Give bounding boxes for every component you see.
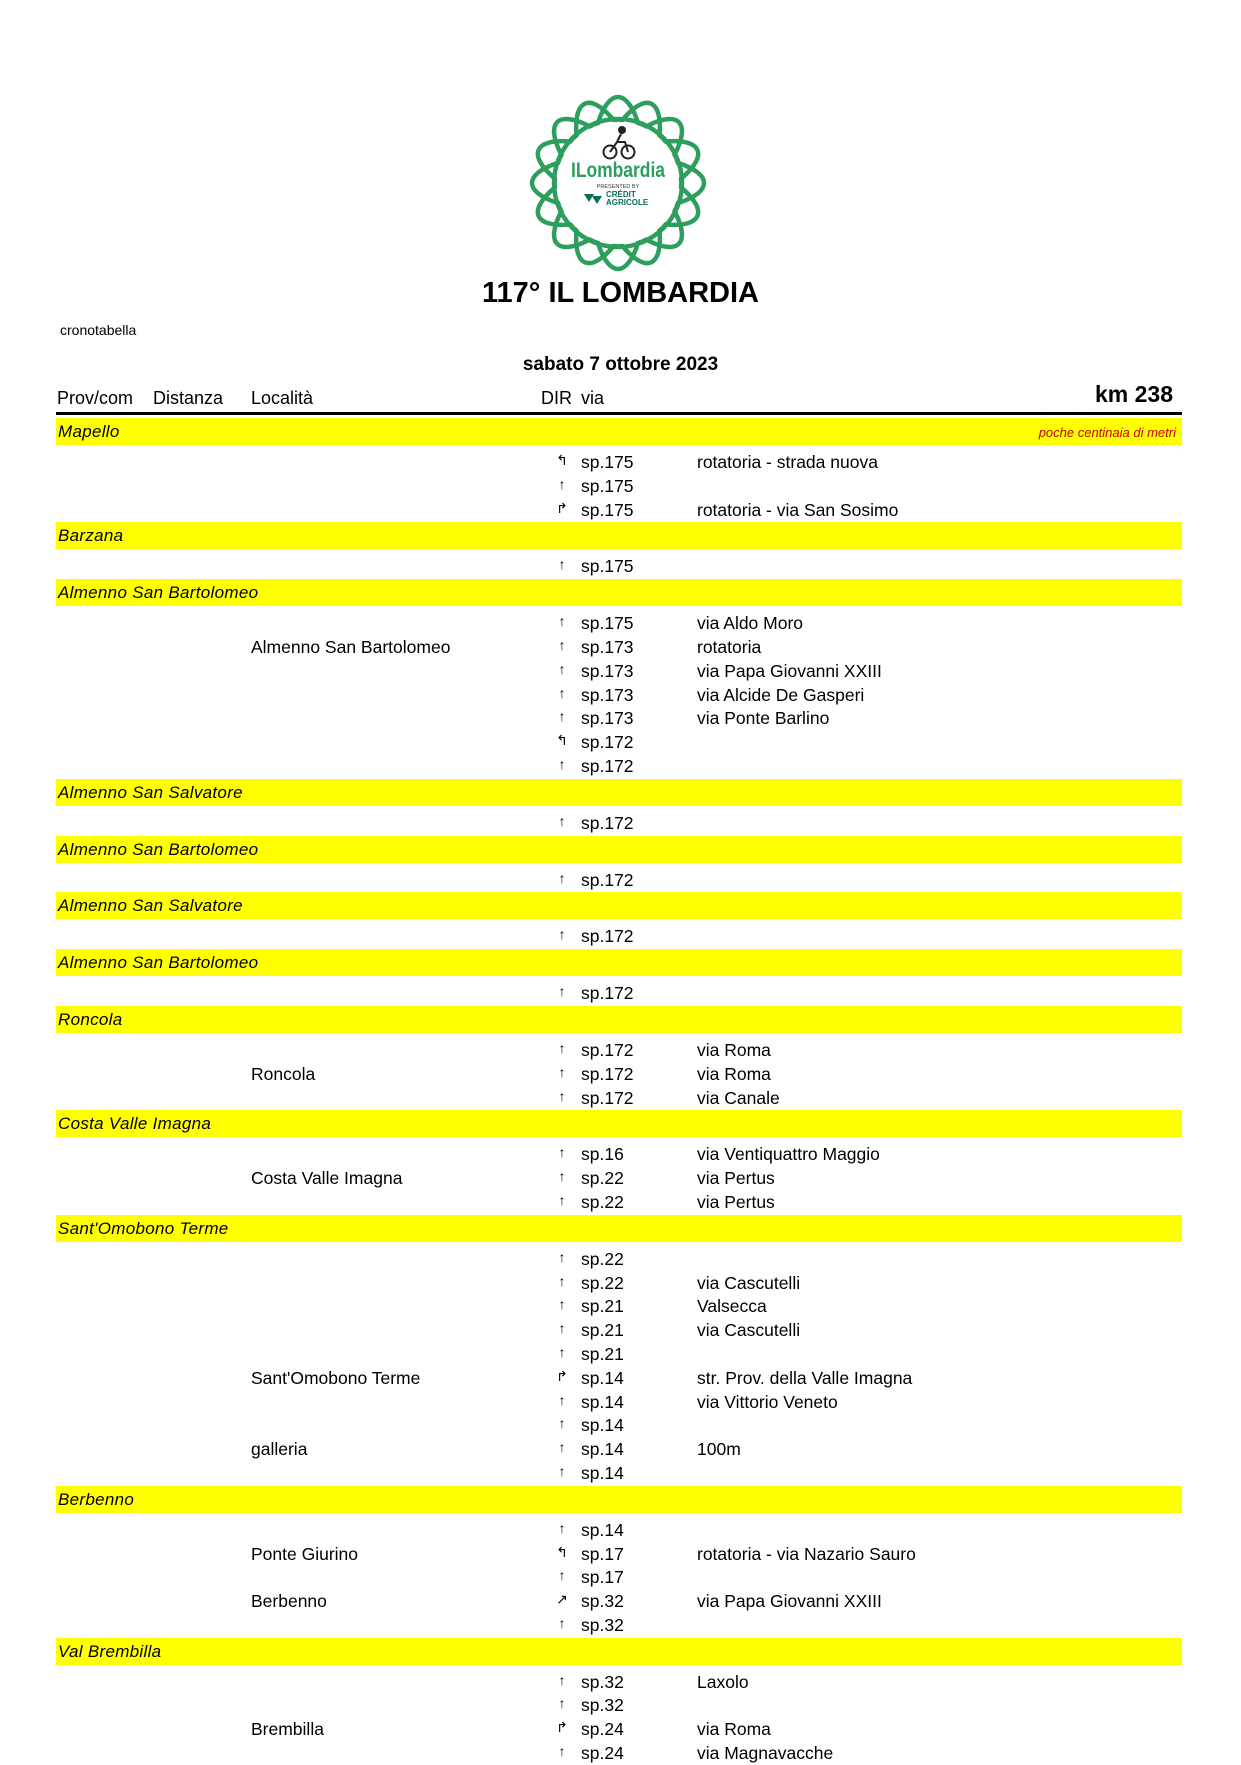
- road-cell: sp.14: [581, 1439, 624, 1460]
- road-cell: sp.175: [581, 452, 634, 472]
- street-cell: via Cascutelli: [697, 1272, 801, 1293]
- direction-icon: ↰: [556, 732, 568, 749]
- road-cell: sp.24: [581, 1719, 624, 1740]
- road-cell: sp.172: [581, 983, 634, 1004]
- street-cell: Valsecca: [697, 1296, 767, 1317]
- direction-icon: ↑: [558, 1039, 566, 1056]
- road-cell: sp.22: [581, 1191, 624, 1212]
- route-row: [56, 635, 1182, 659]
- direction-icon: ↱: [556, 499, 568, 516]
- direction-icon: ↑: [558, 1343, 566, 1360]
- route-row: [56, 498, 1182, 522]
- section-band: [56, 1110, 1182, 1137]
- direction-icon: ↑: [558, 475, 566, 492]
- route-row: [56, 1693, 1182, 1717]
- direction-icon: ↱: [556, 1719, 568, 1736]
- direction-icon: ↰: [556, 1543, 568, 1560]
- direction-icon: ↑: [558, 1519, 566, 1536]
- route-row: [56, 1086, 1182, 1110]
- street-cell: via Alcide De Gasperi: [697, 684, 865, 705]
- road-cell: sp.21: [581, 1296, 624, 1317]
- locality-cell: Roncola: [251, 1063, 316, 1084]
- locality-cell: Almenno San Bartolomeo: [251, 636, 451, 657]
- road-cell: sp.173: [581, 684, 634, 705]
- locality-cell: Sant'Omobono Terme: [251, 1367, 421, 1388]
- section-name: Mapello: [58, 422, 120, 441]
- section-note: poche centinaia di metri: [1038, 425, 1176, 440]
- locality-cell: Costa Valle Imagna: [251, 1168, 403, 1189]
- route-row: [56, 1461, 1182, 1485]
- direction-icon: ↑: [558, 1063, 566, 1080]
- direction-icon: ↱: [556, 1367, 568, 1384]
- direction-icon: ↑: [558, 1272, 566, 1289]
- route-row: [56, 1565, 1182, 1589]
- road-cell: sp.173: [581, 660, 634, 681]
- road-cell: sp.21: [581, 1320, 624, 1341]
- direction-icon: ↗: [556, 1591, 568, 1608]
- direction-icon: ↑: [558, 1191, 566, 1208]
- direction-icon: ↑: [558, 613, 566, 630]
- section-name: Almenno San Bartolomeo: [58, 953, 259, 973]
- street-cell: rotatoria: [697, 636, 762, 657]
- direction-icon: ↑: [558, 755, 566, 772]
- header-via: via: [581, 388, 605, 408]
- route-row: [56, 1038, 1182, 1062]
- route-row: [56, 1366, 1182, 1390]
- road-cell: sp.172: [581, 1039, 634, 1060]
- road-cell: sp.32: [581, 1591, 624, 1612]
- section-band: [56, 418, 1182, 445]
- street-cell: via Papa Giovanni XXIII: [697, 1591, 882, 1612]
- street-cell: str. Prov. della Valle Imagna: [697, 1367, 913, 1388]
- street-cell: via Roma: [697, 1719, 771, 1740]
- logo-presenter-text: PRESENTED BY: [596, 184, 640, 190]
- street-cell: via Magnavacche: [697, 1743, 834, 1764]
- road-cell: sp.172: [581, 926, 634, 947]
- road-cell: sp.14: [581, 1462, 624, 1483]
- road-cell: sp.172: [581, 1087, 634, 1108]
- direction-icon: ↑: [558, 636, 566, 653]
- route-row: [56, 730, 1182, 754]
- route-row: [56, 1613, 1182, 1637]
- route-row: [56, 1437, 1182, 1461]
- section-name: Almenno San Salvatore: [58, 896, 243, 916]
- street-cell: via Cascutelli: [697, 1320, 801, 1341]
- direction-icon: ↑: [558, 1087, 566, 1104]
- road-cell: sp.32: [581, 1614, 624, 1635]
- street-cell: via Canale: [697, 1087, 780, 1108]
- route-row: [56, 554, 1182, 578]
- total-distance: km 238: [1094, 381, 1173, 407]
- section-band: [56, 779, 1182, 806]
- direction-icon: ↑: [558, 1415, 566, 1432]
- route-row: [56, 659, 1182, 683]
- route-row: [56, 868, 1182, 892]
- route-row: [56, 1294, 1182, 1318]
- street-cell: rotatoria - via Nazario Sauro: [697, 1543, 916, 1564]
- direction-icon: ↑: [558, 1144, 566, 1161]
- street-cell: rotatoria - strada nuova: [697, 452, 878, 472]
- road-cell: sp.22: [581, 1248, 624, 1269]
- route-row: [56, 706, 1182, 730]
- header-prov: Prov/com: [57, 388, 134, 408]
- section-name: Berbenno: [58, 1489, 135, 1509]
- route-row: [56, 1717, 1182, 1741]
- road-cell: sp.173: [581, 708, 634, 729]
- section-name: Sant'Omobono Terme: [58, 1218, 229, 1238]
- road-cell: sp.14: [581, 1519, 624, 1540]
- route-row: [56, 1166, 1182, 1190]
- logo-sponsor-top: CRÉDIT: [606, 190, 636, 199]
- road-cell: sp.175: [581, 613, 634, 634]
- road-cell: sp.22: [581, 1272, 624, 1293]
- header-locality: Località: [251, 388, 314, 408]
- road-cell: sp.172: [581, 812, 634, 833]
- road-cell: sp.32: [581, 1671, 624, 1692]
- route-row: [56, 1390, 1182, 1414]
- logo-sponsor-bottom: AGRICOLE: [606, 198, 649, 207]
- section-band: [56, 1215, 1182, 1242]
- page-title: 117° IL LOMBARDIA: [482, 277, 759, 309]
- section-name: Roncola: [58, 1009, 123, 1029]
- street-cell: via Pertus: [697, 1191, 775, 1212]
- logo-brand-text: ILombardia: [571, 159, 666, 182]
- race-date: sabato 7 ottobre 2023: [522, 354, 719, 375]
- road-cell: sp.172: [581, 869, 634, 890]
- road-cell: sp.172: [581, 755, 634, 776]
- direction-icon: ↑: [558, 1248, 566, 1265]
- road-cell: sp.14: [581, 1367, 624, 1388]
- section-name: Almenno San Bartolomeo: [58, 583, 259, 603]
- section-name: Almenno San Salvatore: [58, 782, 243, 802]
- direction-icon: ↑: [558, 1391, 566, 1408]
- document-subtitle: cronotabella: [60, 322, 137, 338]
- route-row: [56, 1589, 1182, 1613]
- section-band: [56, 579, 1182, 606]
- section-band: [56, 1006, 1182, 1033]
- route-row: [56, 981, 1182, 1005]
- route-row: [56, 1247, 1182, 1271]
- route-row: [56, 474, 1182, 498]
- section-band: [56, 1486, 1182, 1513]
- direction-icon: ↑: [558, 869, 566, 886]
- street-cell: via Roma: [697, 1039, 771, 1060]
- locality-cell: Ponte Giurino: [251, 1543, 359, 1564]
- route-row: [56, 1518, 1182, 1542]
- section-name: Almenno San Bartolomeo: [58, 839, 259, 859]
- road-cell: sp.32: [581, 1695, 624, 1716]
- direction-icon: ↑: [558, 1462, 566, 1479]
- road-cell: sp.24: [581, 1743, 624, 1764]
- street-cell: via Pertus: [697, 1168, 775, 1189]
- route-row: [56, 924, 1182, 948]
- section-band: [56, 522, 1182, 549]
- locality-cell: galleria: [251, 1439, 308, 1460]
- section-band: [56, 892, 1182, 919]
- section-band: [56, 949, 1182, 976]
- route-row: [56, 450, 1182, 474]
- direction-icon: ↑: [558, 1695, 566, 1712]
- section-name: Barzana: [58, 526, 124, 546]
- street-cell: Laxolo: [697, 1671, 749, 1692]
- road-cell: sp.14: [581, 1391, 624, 1412]
- road-cell: sp.175: [581, 499, 634, 520]
- route-row: [56, 811, 1182, 835]
- header-divider: [56, 412, 1182, 415]
- direction-icon: ↑: [558, 1567, 566, 1584]
- street-cell: via Roma: [697, 1063, 771, 1084]
- direction-icon: ↑: [558, 556, 566, 573]
- street-cell: via Papa Giovanni XXIII: [697, 660, 882, 681]
- direction-icon: ↑: [558, 1614, 566, 1631]
- route-row: [56, 1413, 1182, 1437]
- direction-icon: ↑: [558, 660, 566, 677]
- route-row: [56, 1271, 1182, 1295]
- road-cell: sp.173: [581, 636, 634, 657]
- road-cell: sp.175: [581, 556, 634, 577]
- direction-icon: ↑: [558, 1439, 566, 1456]
- locality-cell: Berbenno: [251, 1591, 327, 1612]
- street-cell: via Vittorio Veneto: [697, 1391, 838, 1412]
- direction-icon: ↑: [558, 708, 566, 725]
- route-row: [56, 1062, 1182, 1086]
- direction-icon: ↑: [558, 1168, 566, 1185]
- road-cell: sp.17: [581, 1543, 624, 1564]
- road-cell: sp.175: [581, 475, 634, 496]
- direction-icon: ↑: [558, 684, 566, 701]
- street-cell: via Ponte Barlino: [697, 708, 830, 729]
- direction-icon: ↑: [558, 1296, 566, 1313]
- road-cell: sp.172: [581, 1063, 634, 1084]
- route-row: [56, 611, 1182, 635]
- section-band: [56, 836, 1182, 863]
- road-cell: sp.21: [581, 1343, 624, 1364]
- route-row: [56, 683, 1182, 707]
- direction-icon: ↰: [556, 452, 568, 468]
- route-row: [56, 1741, 1182, 1765]
- section-name: Costa Valle Imagna: [58, 1114, 212, 1134]
- road-cell: sp.22: [581, 1168, 624, 1189]
- route-row: [56, 1318, 1182, 1342]
- section-name: Val Brembilla: [58, 1641, 162, 1661]
- direction-icon: ↑: [558, 983, 566, 1000]
- road-cell: sp.14: [581, 1415, 624, 1436]
- route-row: [56, 1342, 1182, 1366]
- road-cell: sp.17: [581, 1567, 624, 1588]
- street-cell: via Aldo Moro: [697, 613, 804, 634]
- road-cell: sp.172: [581, 732, 634, 753]
- route-row: [56, 754, 1182, 778]
- direction-icon: ↑: [558, 926, 566, 943]
- street-cell: rotatoria - via San Sosimo: [697, 499, 899, 520]
- road-cell: sp.16: [581, 1144, 624, 1165]
- header-distance: Distanza: [153, 388, 224, 408]
- route-row: [56, 1190, 1182, 1214]
- section-band: [56, 1638, 1182, 1665]
- direction-icon: ↑: [558, 1671, 566, 1688]
- street-cell: via Ventiquattro Maggio: [697, 1144, 880, 1165]
- ilombardia-logo: [522, 92, 714, 274]
- route-table: [56, 417, 1182, 1765]
- route-row: [56, 1542, 1182, 1566]
- direction-icon: ↑: [558, 1320, 566, 1337]
- direction-icon: ↑: [558, 812, 566, 829]
- route-row: [56, 1142, 1182, 1166]
- route-row: [56, 1670, 1182, 1694]
- street-cell: 100m: [697, 1439, 741, 1460]
- direction-icon: ↑: [558, 1743, 566, 1760]
- header-dir: DIR: [541, 388, 572, 408]
- locality-cell: Brembilla: [251, 1719, 324, 1740]
